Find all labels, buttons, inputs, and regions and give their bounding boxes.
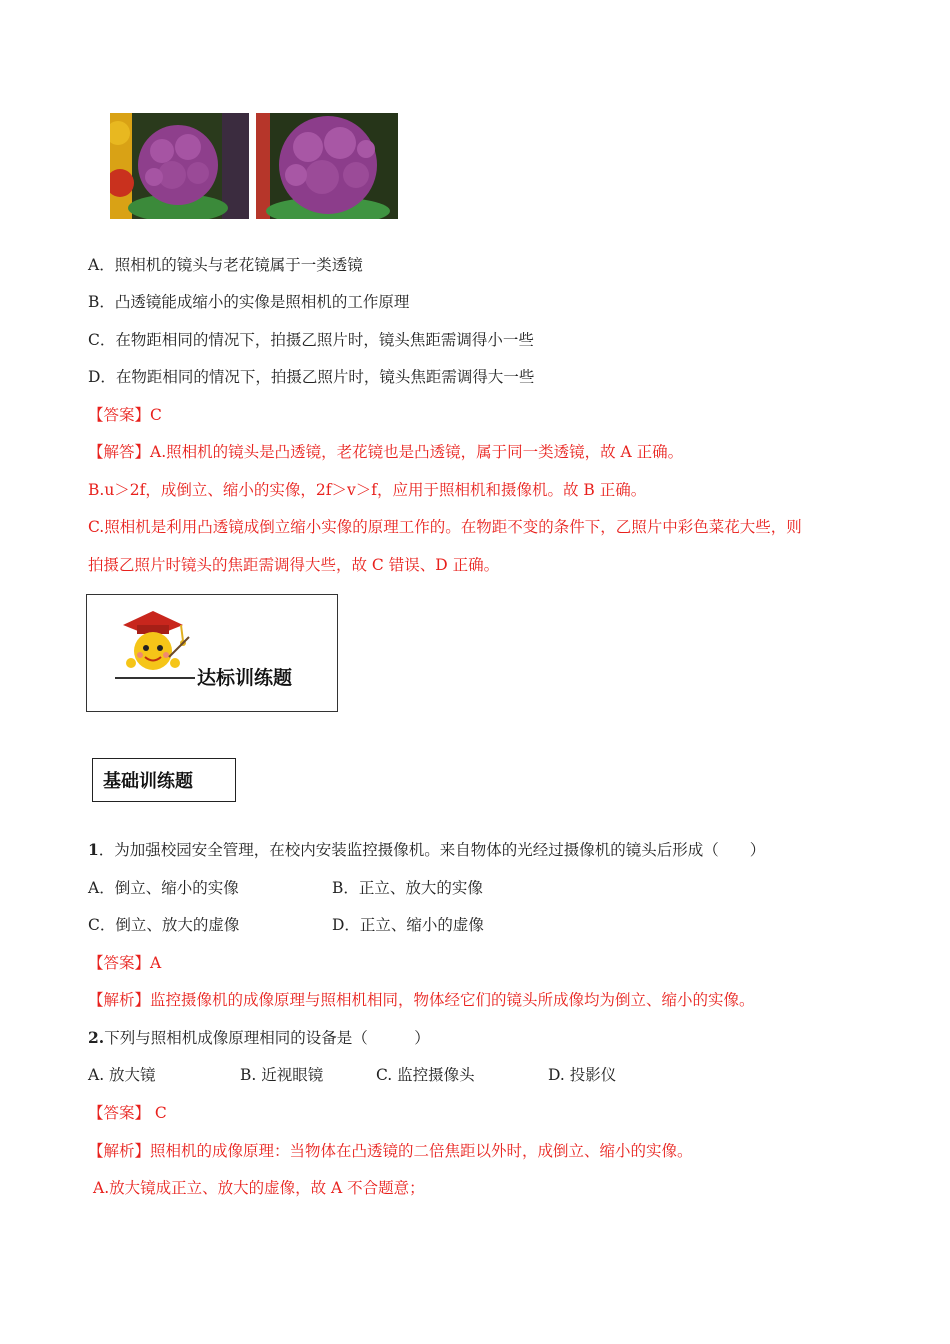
option-d: D．在物距相同的情况下，拍摄乙照片时，镜头焦距需调得大一些 — [88, 368, 535, 386]
photo-yi — [256, 113, 398, 219]
q1-option-a: A．倒立、缩小的实像 — [88, 879, 239, 897]
solution-line-3: C.照相机是利用凸透镜成倒立缩小实像的原理工作的。在物距不变的条件下，乙照片中彩色菜花大些，则 — [88, 518, 802, 536]
q1-option-b: B．正立、放大的实像 — [332, 879, 483, 897]
solution-line-4: 拍摄乙照片时镜头的焦距需调得大些，故 C 错误、D 正确。 — [88, 556, 500, 574]
q2-stem — [88, 1027, 430, 1049]
q2-option-d: D. 投影仪 — [548, 1066, 617, 1084]
q2-option-b: B. 近视眼镜 — [240, 1066, 324, 1084]
banner-rule — [115, 677, 195, 679]
q1-answer: 【答案】A — [88, 954, 162, 972]
q2-answer: 【答案】 C — [88, 1104, 167, 1122]
solution-line-1: 【解答】A.照相机的镜头是凸透镜，老花镜也是凸透镜，属于同一类透镜，故 A 正确。 — [88, 443, 684, 461]
section-title: 基础训练题 — [103, 771, 193, 792]
q2-stem-text: 下列与照相机成像原理相同的设备是（ ） — [104, 1029, 430, 1047]
mascot-icon — [113, 605, 193, 681]
q2-analysis-a: A.放大镜成正立、放大的虚像，故 A 不合题意； — [93, 1179, 425, 1197]
q2-option-a: A. 放大镜 — [88, 1066, 156, 1084]
photo-jia — [110, 113, 249, 219]
q1-stem-text: ．为加强校园安全管理，在校内安装监控摄像机。来自物体的光经过摄像机的镜头后形成（ ） — [98, 841, 766, 859]
option-c: C．在物距相同的情况下，拍摄乙照片时，镜头焦距需调得小一些 — [88, 331, 534, 349]
q1-option-d: D．正立、缩小的虚像 — [332, 916, 484, 934]
banner-title: 达标训练题 — [197, 667, 293, 689]
q1-stem — [88, 839, 765, 861]
training-banner — [86, 594, 338, 712]
q1-analysis: 【解析】监控摄像机的成像原理与照相机相同，物体经它们的镜头所成像均为倒立、缩小的实像。 — [88, 991, 755, 1009]
q2-option-c: C. 监控摄像头 — [376, 1066, 475, 1084]
answer-label: 【答案】C — [88, 406, 162, 424]
option-b: B．凸透镜能成缩小的实像是照相机的工作原理 — [88, 293, 410, 311]
q1-number: 1 — [88, 840, 99, 859]
q2-number: 2. — [88, 1028, 105, 1047]
section-heading-box — [92, 758, 236, 802]
q1-option-c: C．倒立、放大的虚像 — [88, 916, 240, 934]
option-a: A．照相机的镜头与老花镜属于一类透镜 — [88, 256, 363, 274]
solution-line-2: B.u＞2f，成倒立、缩小的实像，2f＞v＞f，应用于照相机和摄像机。故 B 正确。 — [88, 481, 647, 499]
q2-analysis: 【解析】照相机的成像原理：当物体在凸透镜的二倍焦距以外时，成倒立、缩小的实像。 — [88, 1142, 693, 1160]
